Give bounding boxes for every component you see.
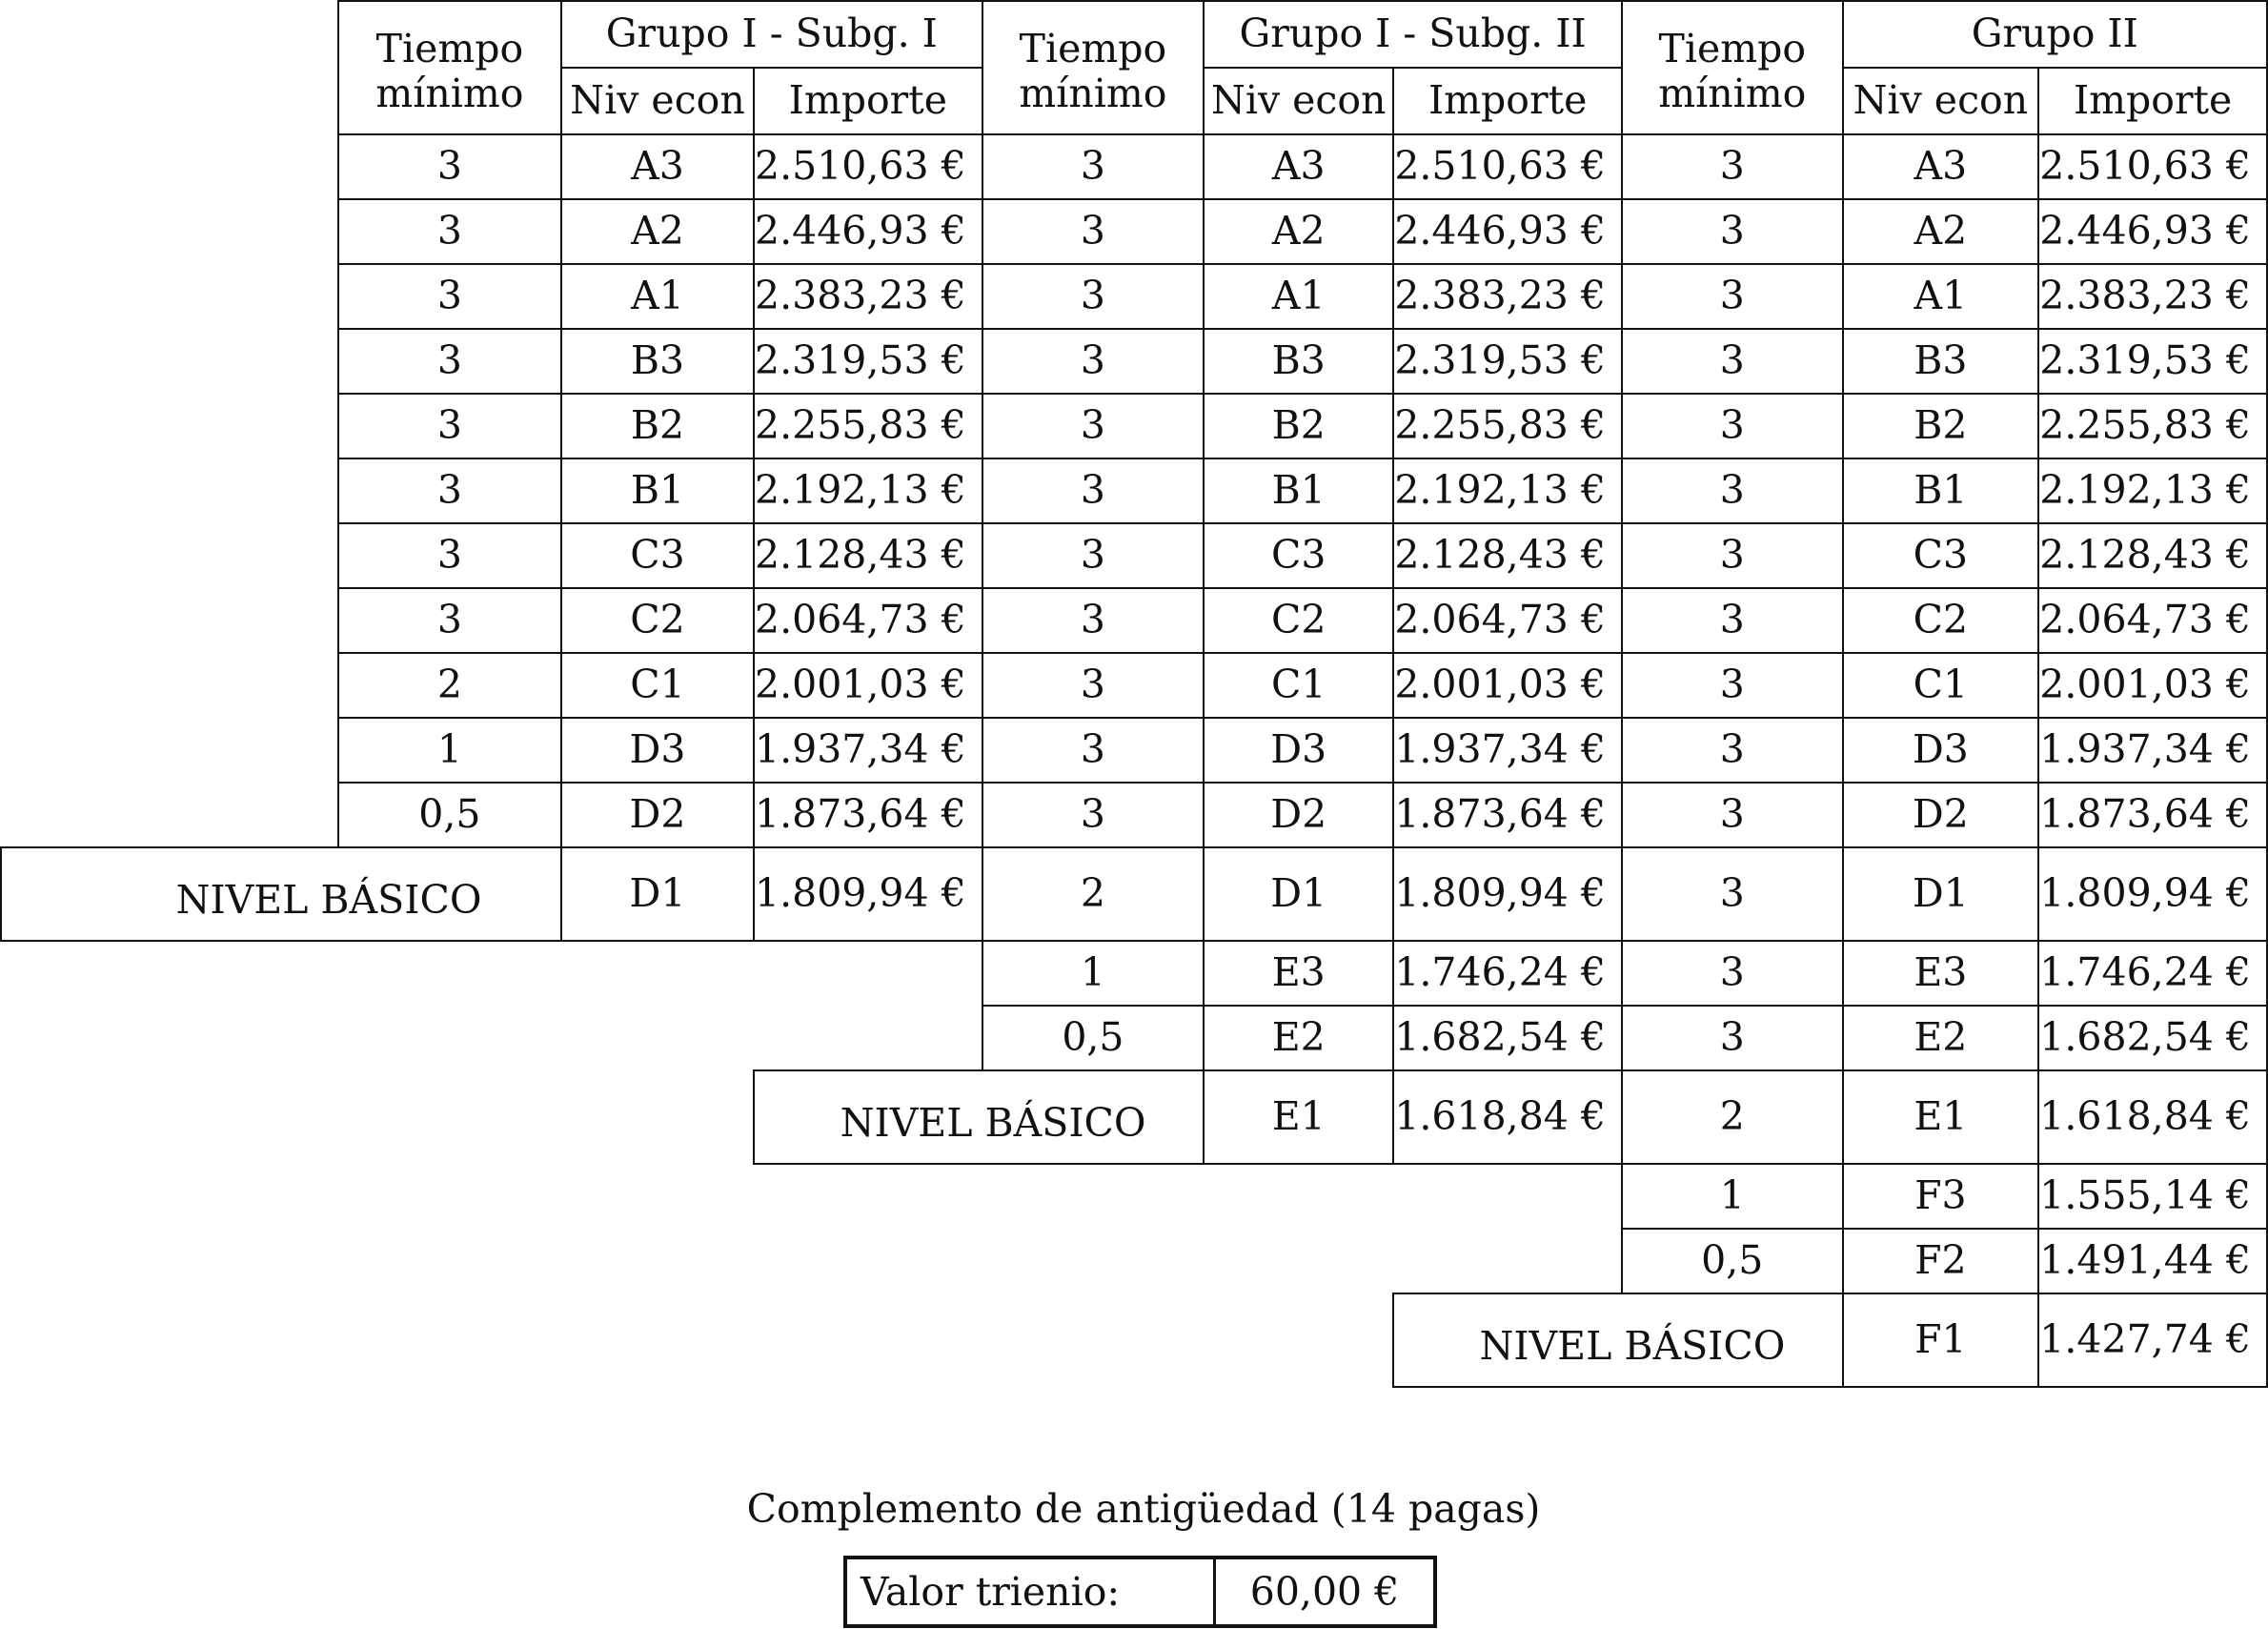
importe-cell: 1.809,94 € [2038, 847, 2267, 941]
niv-econ-cell: B3 [1843, 329, 2039, 394]
table-row [1, 199, 2267, 264]
importe-cell: 1.746,24 € [1393, 941, 1622, 1006]
trienio-label: Valor trienio: [845, 1558, 1215, 1626]
table-row [1, 458, 2267, 523]
tiempo-minimo-cell: 3 [1622, 264, 1842, 329]
tiempo-minimo-cell: 3 [338, 458, 561, 523]
niv-econ-cell: A2 [561, 199, 754, 264]
importe-cell: 2.192,13 € [754, 458, 982, 523]
niv-econ-cell: D1 [561, 847, 754, 941]
nivel-basico-label: NIVEL BÁSICO [1393, 1293, 1842, 1387]
niv-econ-cell: D2 [1843, 783, 2039, 847]
niv-econ-cell: A2 [1204, 199, 1393, 264]
importe-cell: 2.064,73 € [1393, 588, 1622, 653]
niv-econ-cell: E2 [1843, 1006, 2039, 1070]
niv-econ-cell: E3 [1843, 941, 2039, 1006]
niv-econ-cell: C1 [1204, 653, 1393, 718]
niv-econ-cell: C1 [561, 653, 754, 718]
table-row [1, 1070, 2267, 1164]
tiempo-minimo-cell: 3 [982, 458, 1204, 523]
table-row [1, 718, 2267, 783]
importe-cell: 1.937,34 € [754, 718, 982, 783]
niv-econ-cell: C2 [1204, 588, 1393, 653]
niv-econ-cell: A3 [1204, 134, 1393, 199]
importe-cell: 1.618,84 € [2038, 1070, 2267, 1164]
header-niv-econ: Niv econ [1204, 68, 1393, 134]
table-row [1, 329, 2267, 394]
importe-cell: 1.682,54 € [1393, 1006, 1622, 1070]
niv-econ-cell: A1 [1204, 264, 1393, 329]
tiempo-minimo-cell: 3 [338, 199, 561, 264]
importe-cell: 1.491,44 € [2038, 1229, 2267, 1293]
importe-cell: 2.001,03 € [1393, 653, 1622, 718]
header-niv-econ: Niv econ [561, 68, 754, 134]
importe-cell: 2.255,83 € [2038, 394, 2267, 458]
importe-cell: 1.873,64 € [2038, 783, 2267, 847]
niv-econ-cell: B2 [561, 394, 754, 458]
table-row [1, 134, 2267, 199]
importe-cell: 2.510,63 € [2038, 134, 2267, 199]
header-tiempo-minimo-2: Tiempo mínimo [982, 1, 1204, 134]
importe-cell: 1.873,64 € [754, 783, 982, 847]
tiempo-minimo-cell: 2 [982, 847, 1204, 941]
tiempo-minimo-cell: 3 [1622, 718, 1842, 783]
tiempo-minimo-cell: 2 [1622, 1070, 1842, 1164]
importe-cell: 1.555,14 € [2038, 1164, 2267, 1229]
table-row [1, 847, 2267, 941]
importe-cell: 1.682,54 € [2038, 1006, 2267, 1070]
nivel-basico-label: NIVEL BÁSICO [754, 1070, 1204, 1164]
table-row [1, 941, 2267, 1006]
table-row [1, 1164, 2267, 1229]
tiempo-minimo-cell: 3 [982, 199, 1204, 264]
tiempo-minimo-cell: 1 [982, 941, 1204, 1006]
header-group-2: Grupo I - Subg. II [1204, 1, 1622, 68]
tiempo-minimo-cell: 3 [338, 329, 561, 394]
tiempo-minimo-cell: 0,5 [1622, 1229, 1842, 1293]
header-group-3: Grupo II [1843, 1, 2268, 68]
niv-econ-cell: B2 [1204, 394, 1393, 458]
niv-econ-cell: B2 [1843, 394, 2039, 458]
importe-cell: 2.446,93 € [2038, 199, 2267, 264]
table-row [1, 264, 2267, 329]
importe-cell: 2.001,03 € [754, 653, 982, 718]
niv-econ-cell: B1 [1204, 458, 1393, 523]
header-importe: Importe [754, 68, 982, 134]
table-row [1, 783, 2267, 847]
tiempo-minimo-cell: 3 [982, 394, 1204, 458]
niv-econ-cell: E1 [1843, 1070, 2039, 1164]
header-tiempo-minimo-1: Tiempo mínimo [338, 1, 561, 134]
niv-econ-cell: E1 [1204, 1070, 1393, 1164]
niv-econ-cell: A1 [561, 264, 754, 329]
table-row [1, 1229, 2267, 1293]
tiempo-minimo-cell: 3 [1622, 329, 1842, 394]
importe-cell: 2.064,73 € [2038, 588, 2267, 653]
importe-cell: 2.128,43 € [1393, 523, 1622, 588]
importe-cell: 2.446,93 € [1393, 199, 1622, 264]
header-importe: Importe [1393, 68, 1622, 134]
importe-cell: 1.809,94 € [1393, 847, 1622, 941]
tiempo-minimo-cell: 3 [338, 588, 561, 653]
tiempo-minimo-cell: 0,5 [982, 1006, 1204, 1070]
niv-econ-cell: B3 [561, 329, 754, 394]
header-niv-econ: Niv econ [1843, 68, 2039, 134]
niv-econ-cell: D3 [561, 718, 754, 783]
table-row [1, 1006, 2267, 1070]
tiempo-minimo-cell: 0,5 [338, 783, 561, 847]
niv-econ-cell: C3 [1843, 523, 2039, 588]
tiempo-minimo-cell: 3 [982, 523, 1204, 588]
tiempo-minimo-cell: 3 [1622, 523, 1842, 588]
trienio-value: 60,00 € [1215, 1558, 1436, 1626]
niv-econ-cell: A3 [1843, 134, 2039, 199]
tiempo-minimo-cell: 3 [1622, 588, 1842, 653]
niv-econ-cell: F3 [1843, 1164, 2039, 1229]
niv-econ-cell: D3 [1843, 718, 2039, 783]
niv-econ-cell: C2 [561, 588, 754, 653]
niv-econ-cell: A3 [561, 134, 754, 199]
tiempo-minimo-cell: 2 [338, 653, 561, 718]
tiempo-minimo-cell: 3 [982, 783, 1204, 847]
tiempo-minimo-cell: 3 [982, 588, 1204, 653]
importe-cell: 2.064,73 € [754, 588, 982, 653]
importe-cell: 1.937,34 € [1393, 718, 1622, 783]
importe-cell: 2.255,83 € [754, 394, 982, 458]
tiempo-minimo-cell: 3 [982, 264, 1204, 329]
niv-econ-cell: C1 [1843, 653, 2039, 718]
importe-cell: 2.192,13 € [2038, 458, 2267, 523]
table-row [1, 588, 2267, 653]
importe-cell: 1.809,94 € [754, 847, 982, 941]
tiempo-minimo-cell: 3 [1622, 199, 1842, 264]
seniority-table [843, 1556, 1437, 1628]
tiempo-minimo-cell: 3 [1622, 783, 1842, 847]
importe-cell: 2.255,83 € [1393, 394, 1622, 458]
tiempo-minimo-cell: 1 [1622, 1164, 1842, 1229]
niv-econ-cell: A1 [1843, 264, 2039, 329]
tiempo-minimo-cell: 3 [1622, 458, 1842, 523]
tiempo-minimo-cell: 3 [982, 329, 1204, 394]
tiempo-minimo-cell: 3 [982, 718, 1204, 783]
tiempo-minimo-cell: 3 [1622, 653, 1842, 718]
niv-econ-cell: D2 [1204, 783, 1393, 847]
tiempo-minimo-cell: 3 [338, 394, 561, 458]
niv-econ-cell: E3 [1204, 941, 1393, 1006]
table-row [1, 394, 2267, 458]
niv-econ-cell: C2 [1843, 588, 2039, 653]
niv-econ-cell: D3 [1204, 718, 1393, 783]
niv-econ-cell: B1 [1843, 458, 2039, 523]
table-row [1, 523, 2267, 588]
niv-econ-cell: D1 [1204, 847, 1393, 941]
importe-cell: 2.446,93 € [754, 199, 982, 264]
importe-cell: 1.746,24 € [2038, 941, 2267, 1006]
tiempo-minimo-cell: 3 [338, 264, 561, 329]
tiempo-minimo-cell: 3 [1622, 134, 1842, 199]
niv-econ-cell: A2 [1843, 199, 2039, 264]
niv-econ-cell: B3 [1204, 329, 1393, 394]
header-importe: Importe [2038, 68, 2267, 134]
header-group-1: Grupo I - Subg. I [561, 1, 982, 68]
nivel-basico-label: NIVEL BÁSICO [1, 847, 561, 941]
niv-econ-cell: F1 [1843, 1293, 2039, 1387]
niv-econ-cell: C3 [561, 523, 754, 588]
niv-econ-cell: F2 [1843, 1229, 2039, 1293]
tiempo-minimo-cell: 3 [1622, 847, 1842, 941]
importe-cell: 1.937,34 € [2038, 718, 2267, 783]
importe-cell: 2.510,63 € [1393, 134, 1622, 199]
tiempo-minimo-cell: 1 [338, 718, 561, 783]
importe-cell: 1.873,64 € [1393, 783, 1622, 847]
niv-econ-cell: D1 [1843, 847, 2039, 941]
tiempo-minimo-cell: 3 [1622, 941, 1842, 1006]
importe-cell: 2.128,43 € [754, 523, 982, 588]
tiempo-minimo-cell: 3 [1622, 1006, 1842, 1070]
tiempo-minimo-cell: 3 [338, 523, 561, 588]
table-body [1, 134, 2267, 1387]
importe-cell: 2.383,23 € [2038, 264, 2267, 329]
niv-econ-cell: E2 [1204, 1006, 1393, 1070]
niv-econ-cell: B1 [561, 458, 754, 523]
importe-cell: 2.192,13 € [1393, 458, 1622, 523]
tiempo-minimo-cell: 3 [982, 134, 1204, 199]
importe-cell: 2.510,63 € [754, 134, 982, 199]
importe-cell: 2.383,23 € [754, 264, 982, 329]
importe-cell: 2.128,43 € [2038, 523, 2267, 588]
header-tiempo-minimo-3: Tiempo mínimo [1622, 1, 1842, 134]
niv-econ-cell: C3 [1204, 523, 1393, 588]
seniority-caption: Complemento de antigüedad (14 pagas) [746, 1486, 1541, 1532]
importe-cell: 2.383,23 € [1393, 264, 1622, 329]
table-row [1, 1293, 2267, 1387]
tiempo-minimo-cell: 3 [1622, 394, 1842, 458]
importe-cell: 2.319,53 € [1393, 329, 1622, 394]
tiempo-minimo-cell: 3 [982, 653, 1204, 718]
importe-cell: 2.001,03 € [2038, 653, 2267, 718]
table-row [1, 653, 2267, 718]
niv-econ-cell: D2 [561, 783, 754, 847]
importe-cell: 2.319,53 € [2038, 329, 2267, 394]
importe-cell: 1.427,74 € [2038, 1293, 2267, 1387]
importe-cell: 2.319,53 € [754, 329, 982, 394]
tiempo-minimo-cell: 3 [338, 134, 561, 199]
importe-cell: 1.618,84 € [1393, 1070, 1622, 1164]
